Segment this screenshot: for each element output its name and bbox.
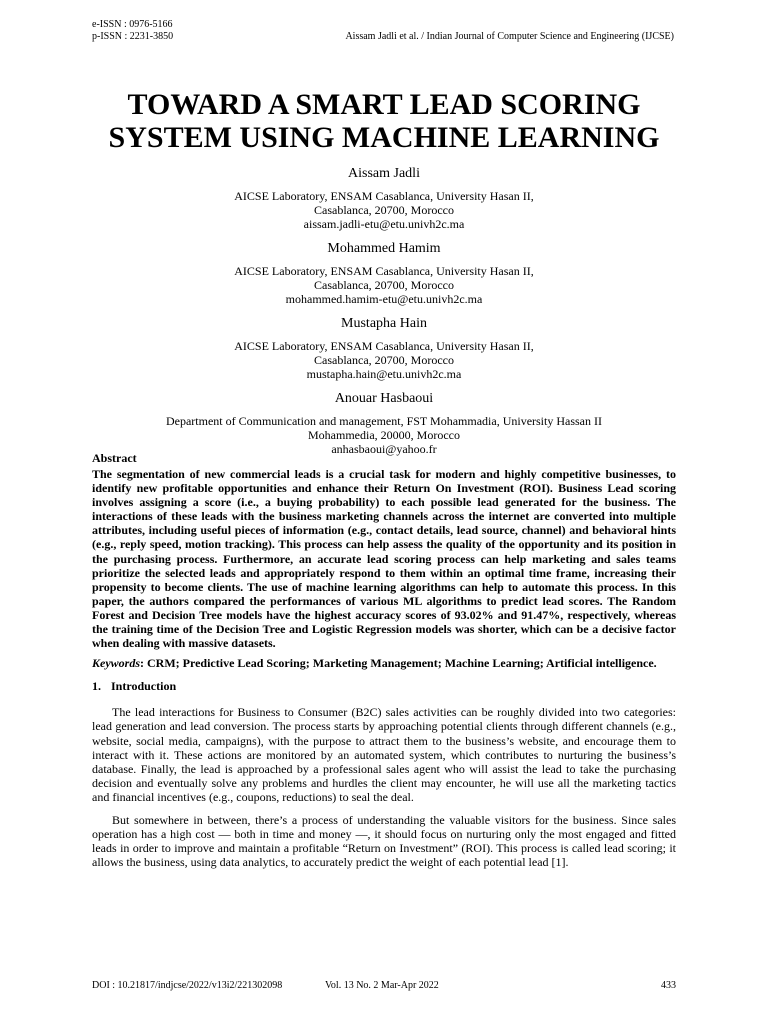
author-name: Mustapha Hain: [341, 316, 427, 331]
affiliation-line: Mohammedia, 20000, Morocco: [308, 428, 460, 442]
body-paragraph: But somewhere in between, there’s a process of understanding the valuable visitors for the business. Since sales operation has a high cost — both in time and money —, it should focus on nurturing only the most engaged and fitted leads in order to improve and maintain a profitable “Return on Investment” (ROI). This process is called lead scoring; it allows the business, using data analytics, to accurately predict the weight of each potential lead [1].: [92, 812, 676, 870]
keywords: [92, 656, 676, 670]
author-name: Mohammed Hamim: [327, 241, 441, 256]
eissn: e-ISSN : 0976-5166: [92, 19, 173, 30]
affiliation-line: Casablanca, 20700, Morocco: [314, 203, 454, 217]
running-header: Aissam Jadli et al. / Indian Journal of Computer Science and Engineering (IJCSE): [345, 31, 674, 42]
paper-body: [92, 451, 676, 869]
page-number: 433: [661, 980, 676, 991]
volume-info: Vol. 13 No. 2 Mar-Apr 2022: [325, 980, 439, 991]
affiliation-line: Casablanca, 20700, Morocco: [314, 278, 454, 292]
section-number: 1.: [92, 679, 101, 694]
affiliation-line: Casablanca, 20700, Morocco: [314, 353, 454, 367]
title-line-2: SYSTEM USING MACHINE LEARNING: [108, 121, 660, 154]
section-title: Introduction: [111, 679, 177, 694]
affiliation-line: AICSE Laboratory, ENSAM Casablanca, University Hasan II,: [234, 264, 534, 278]
affiliation-line: Department of Communication and management, FST Mohammadia, University Hassan II: [165, 414, 603, 428]
section-heading: [92, 679, 676, 693]
affiliation: [92, 414, 676, 456]
affiliation-line: AICSE Laboratory, ENSAM Casablanca, University Hasan II,: [234, 339, 534, 353]
author-block: [92, 165, 676, 231]
author-name: Anouar Hasbaoui: [334, 391, 434, 406]
doi: DOI : 10.21817/indjcse/2022/v13i2/221302098: [92, 980, 283, 991]
affiliation: [92, 339, 676, 381]
body-paragraph: The lead interactions for Business to Consumer (B2C) sales activities can be roughly divided into two categories: lead generation and lead conversion. The process starts by approaching potential clients through different channels (e.g., website, social media, campaigns), with the purpose to attract them to the business’s website, and encourage them to interact with it. These actions are monitored by an automated system, which contributes to nurturing the business’s database. Finally, the lead is approached by a professional sales agent who will assist the lead to take the purchasing decision and eventually solve any problems and hurdles the client may encounter, he will use all the marketing tactics and financial incentives (e.g., coupons, reductions) to seal the deal.: [92, 705, 676, 804]
affiliation-line: AICSE Laboratory, ENSAM Casablanca, University Hasan II,: [234, 189, 534, 203]
paper-title: [60, 88, 708, 154]
abstract-text: The segmentation of new commercial leads is a crucial task for modern and highly competitive businesses, to identify new profitable opportunities and enhance their Return On Investment (ROI). Business Lead scoring involves assigning a score (i.e., a buying probability) to each possible lead generated for the business. The interactions of these leads with the business marketing channels across the internet are converted into multiple attributes, including useful pieces of information (e.g., contact details, lead source, channel) and behavioral hints (e.g., reply speed, motion tracking). This process can help assess the quality of the opportunity and its position in the purchasing process. Furthermore, an accurate lead scoring process can help marketing and sales teams prioritize the selected leads and appropriately respond to them within an optimal time frame, increasing their propensity to become clients. The use of machine learning algorithms can help to automate this process. In this paper, the authors compared the performances of various ML algorithms to predict lead scores. The Random Forest and Decision Tree models have the highest accuracy scores of 93.02% and 91.47%, respectively, whereas the training time of the Decision Tree and Logistic Regression models was shorter, which can be a decisive factor when dealing with massive datasets.: [92, 467, 676, 651]
author-email: mustapha.hain@etu.univh2c.ma: [306, 367, 462, 381]
title-line-1: TOWARD A SMART LEAD SCORING: [127, 88, 641, 121]
affiliation: [92, 264, 676, 306]
author-list: [92, 165, 676, 465]
author-block: [92, 240, 676, 306]
author-block: [92, 315, 676, 381]
keywords-text: : CRM; Predictive Lead Scoring; Marketing Management; Machine Learning; Artificial intelligence.: [140, 656, 657, 671]
author-email: anhasbaoui@yahoo.fr: [331, 442, 437, 456]
author-email: aissam.jadli-etu@etu.univh2c.ma: [303, 217, 465, 231]
pissn: p-ISSN : 2231-3850: [92, 31, 174, 42]
affiliation: [92, 189, 676, 231]
author-email: mohammed.hamim-etu@etu.univh2c.ma: [285, 292, 483, 306]
abstract-heading: Abstract: [92, 451, 137, 465]
issn-block: [92, 19, 173, 43]
keywords-label: Keywords: [92, 656, 140, 671]
author-block: [92, 390, 676, 456]
author-name: Aissam Jadli: [348, 166, 420, 181]
